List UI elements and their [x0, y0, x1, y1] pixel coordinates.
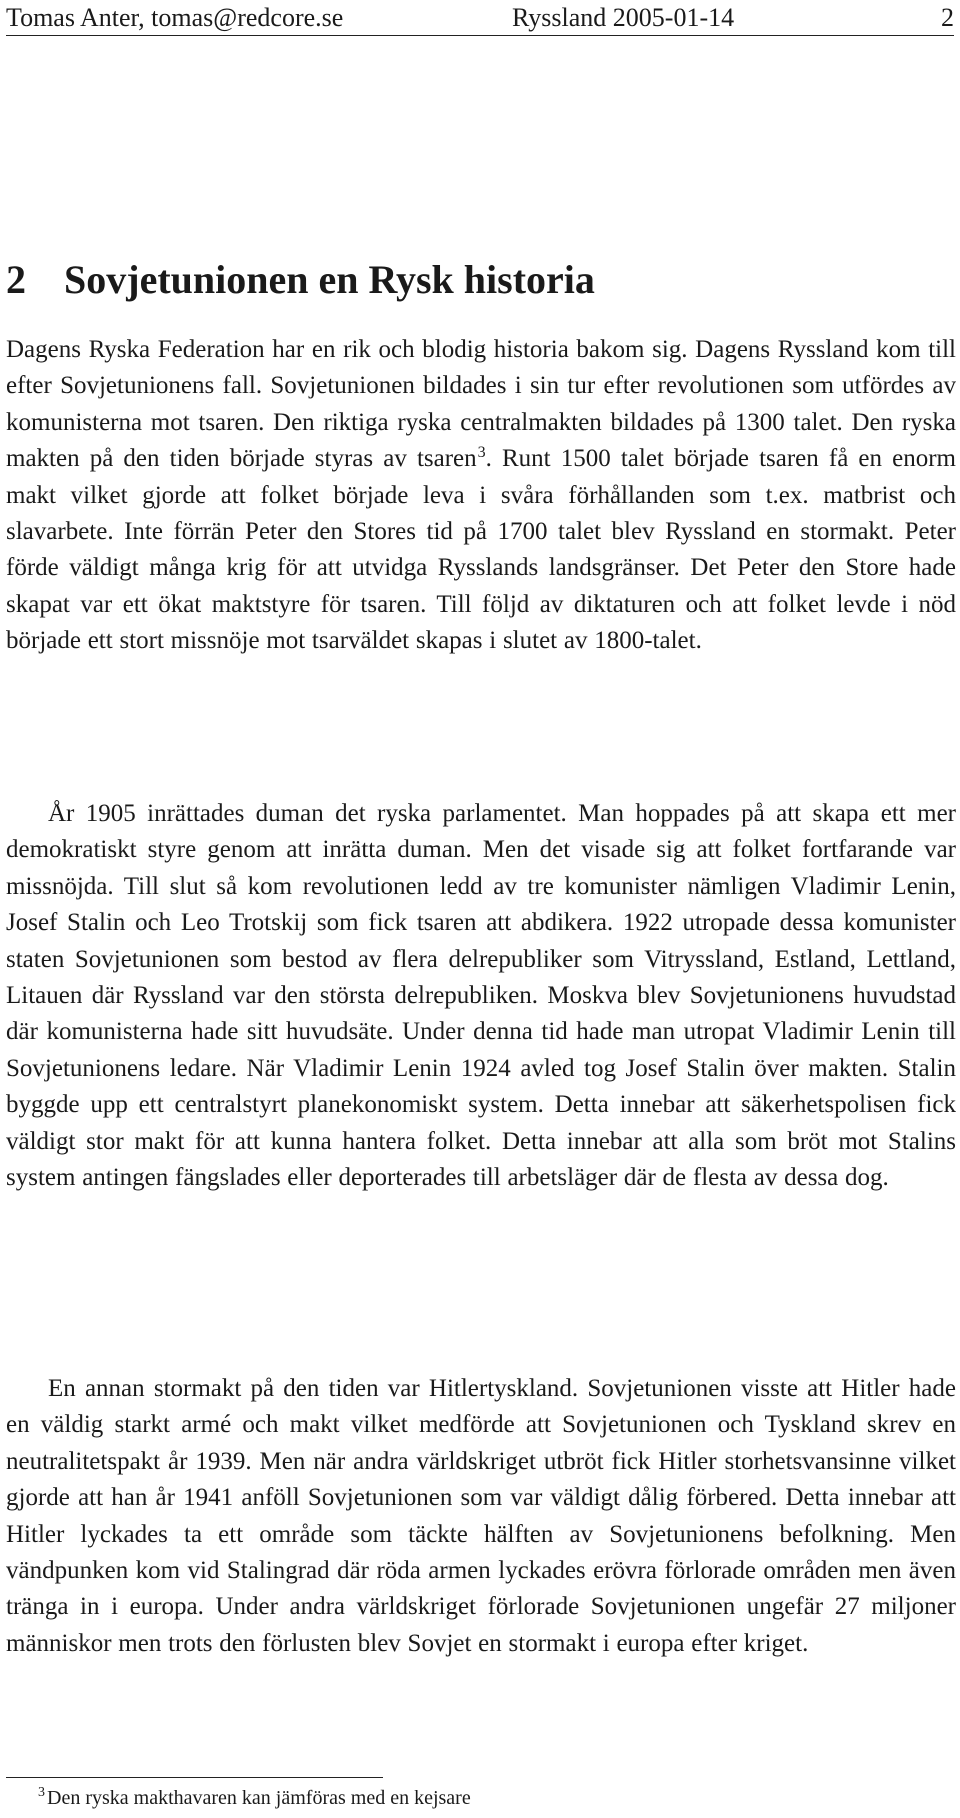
- header-page-number: 2: [941, 3, 954, 32]
- paragraph-1-text-b: . Runt 1500 talet började tsaren få en enorm makt vilket gjorde att folket började leva i svåra förhållanden som t.ex. matbrist och slavarbete. Inte förrän Peter den Stores tid på 1700 talet blev Ryssland en stormakt. Peter förde väldigt många krig för att utvidga Rysslands landsgränser. Det Peter den Store hade skapat var ett ökat maktstyre för tsaren. Till följd av diktaturen och att folket levde i nöd började ett stort missnöje mot tsarväldet skapas i slutet av 1800-talet.: [6, 445, 956, 655]
- section-title: Sovjetunionen en Rysk historia: [64, 257, 595, 302]
- section-heading: [6, 254, 595, 306]
- paragraph-2: År 1905 inrättades duman det ryska parlamentet. Man hoppades på att skapa ett mer demokratiskt styre genom att inrätta duman. Men det visade sig att folket fortfarande var missnöjda. Till slut så kom revolutionen ledd av tre komunister nämligen Vladimir Lenin, Josef Stalin och Leo Trotskij som fick tsaren att abdikera. 1922 utropade dessa komunister staten Sovjetunionen som bestod av flera delrepubliker som Vitryssland, Estland, Lettland, Litauen där Ryssland var den största delrepubliken. Moskva blev Sovjetunionens huvudstad där komunisterna hade sitt huvudsäte. Under denna tid hade man utropat Vladimir Lenin till Sovjetunionens ledare. När Vladimir Lenin 1924 avled tog Josef Stalin över makten. Stalin byggde upp ett centralstyrt planekonomiskt system. Detta innebar att säkerhetspolisen fick väldigt stor makt för att kunna hantera folket. Detta innebar att alla som bröt mot Stalins system antingen fängslades eller deporterades till arbetsläger där de flesta av dessa dog.: [6, 800, 956, 1192]
- footnote-number: 3: [38, 1785, 45, 1801]
- footnote: [38, 1785, 471, 1811]
- running-header: [6, 4, 954, 36]
- paragraph-1: [6, 332, 956, 660]
- section-number: 2: [6, 257, 26, 302]
- header-title-date: Ryssland 2005-01-14: [512, 3, 735, 32]
- footnote-divider: [6, 1777, 383, 1778]
- paragraph-1-text-a: Dagens Ryska Federation har en rik och blodig historia bakom sig. Dagens Ryssland kom till efter Sovjetunionens fall. Sovjetunionen bildades i sin tur efter revolutionen som utfördes av komunisterna mot tsaren. Den riktiga ryska centralmakten bildades på 1300 talet. Den ryska makten på den tiden började styras av tsaren: [6, 336, 956, 473]
- footnote-reference[interactable]: 3: [477, 443, 486, 461]
- header-author: Tomas Anter, tomas@redcore.se: [6, 3, 344, 32]
- paragraph-3: En annan stormakt på den tiden var Hitlertyskland. Sovjetunionen visste att Hitler hade en väldig starkt armé och makt vilket medförde att Sovjetunionen och Tyskland skrev en neutralitetspakt år 1939. Men när andra världskriget utbröt fick Hitler storhetsvansinne vilket gjorde att han år 1941 anföll Sovjetunionen som var väldigt dålig förbered. Detta innebar att Hitler lyckades ta ett område som täckte hälften av Sovjetunionens befolkning. Men vändpunken kom vid Stalingrad där röda armen lyckades erövra förlorade områden men även tränga in i europa. Under andra världskriget förlorade Sovjetunionen ungefär 27 miljoner människor men trots den förlusten blev Sovjet en stormakt i europa efter kriget.: [6, 1375, 956, 1657]
- footnote-text: Den ryska makthavaren kan jämföras med en kejsare: [47, 1787, 471, 1809]
